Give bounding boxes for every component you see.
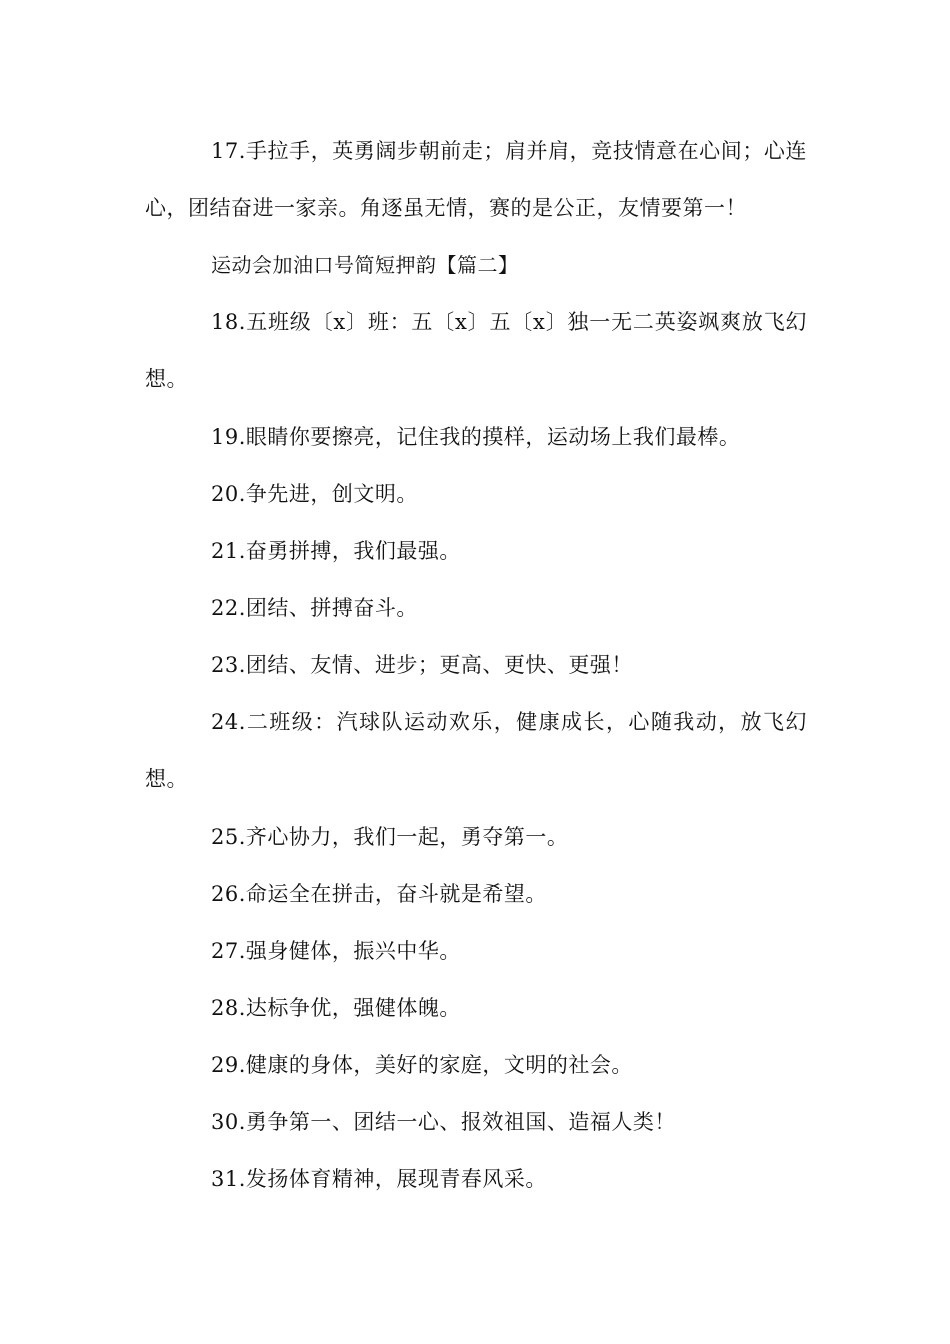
paragraph-23: 23.团结、友情、进步；更高、更快、更强！ <box>211 653 633 677</box>
paragraph-29: 29.健康的身体，美好的家庭，文明的社会。 <box>211 1053 633 1077</box>
paragraph-30: 30.勇争第一、团结一心、报效祖国、造福人类！ <box>211 1110 676 1134</box>
paragraph-20: 20.争先进，创文明。 <box>211 482 418 506</box>
paragraph-26: 26.命运全在拼击，奋斗就是希望。 <box>211 882 547 906</box>
section-heading: 运动会加油口号简短押韵【篇二】 <box>211 253 519 277</box>
paragraph-21: 21.奋勇拼搏，我们最强。 <box>211 539 461 563</box>
paragraph-31: 31.发扬体育精神，展现青春风采。 <box>211 1167 547 1191</box>
paragraph-24: 24.二班级：汽球队运动欢乐，健康成长，心随我动，放飞幻想。 <box>145 710 807 791</box>
paragraph-18: 18.五班级〔x〕班：五〔x〕五〔x〕独一无二英姿飒爽放飞幻想。 <box>145 310 807 391</box>
paragraph-25: 25.齐心协力，我们一起，勇夺第一。 <box>211 825 569 849</box>
paragraph-27: 27.强身健体，振兴中华。 <box>211 939 461 963</box>
paragraph-19: 19.眼睛你要擦亮，记住我的摸样，运动场上我们最棒。 <box>211 425 741 449</box>
paragraph-22: 22.团结、拼搏奋斗。 <box>211 596 418 620</box>
paragraph-17: 17.手拉手，英勇阔步朝前走；肩并肩，竞技情意在心间；心连心，团结奋进一家亲。角逐虽无情，赛的是公正，友情要第一！ <box>145 139 807 220</box>
paragraph-28: 28.达标争优，强健体魄。 <box>211 996 461 1020</box>
